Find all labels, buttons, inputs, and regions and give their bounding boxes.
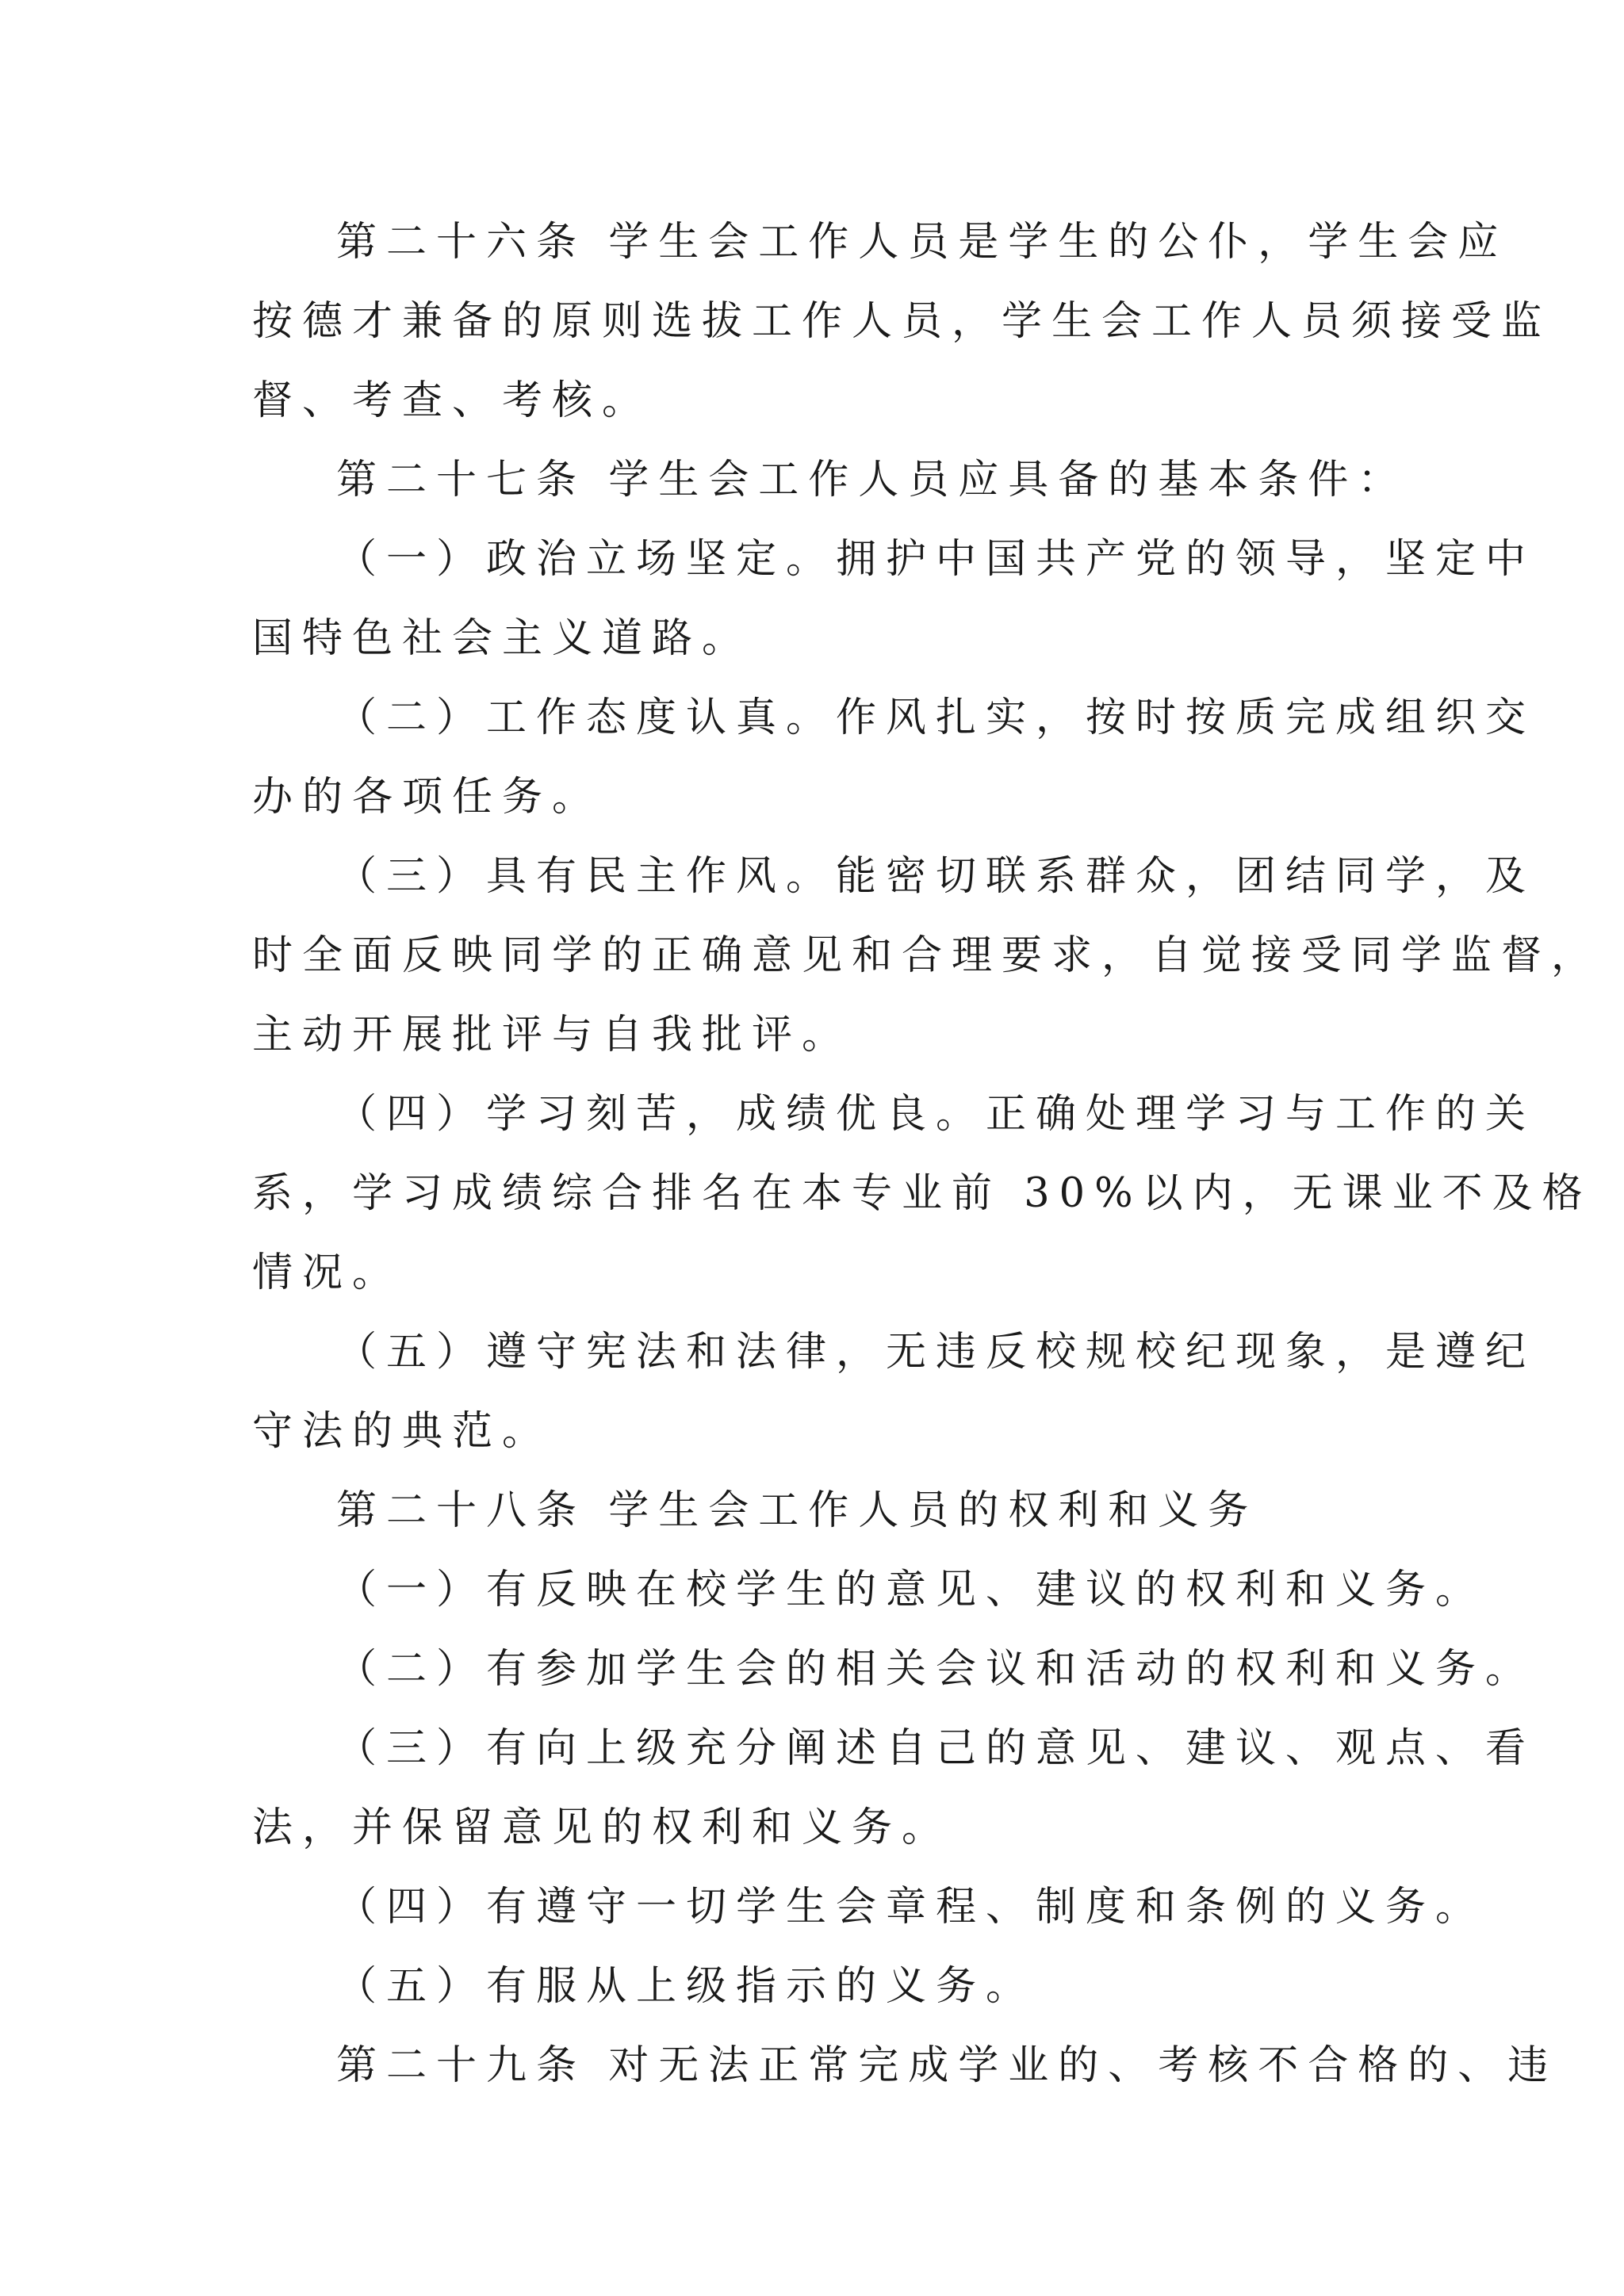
text-line: 办的各项任务。 bbox=[252, 774, 603, 821]
text-line: 国特色社会主义道路。 bbox=[252, 615, 753, 662]
text-line: 第二十七条 学生会工作人员应具备的基本条件： bbox=[336, 457, 1408, 503]
text-line: （三）具有民主作风。能密切联系群众，团结同学，及 bbox=[336, 853, 1536, 900]
text-line: （一）政治立场坚定。拥护中国共产党的领导，坚定中 bbox=[336, 536, 1536, 583]
text-line: （一）有反映在校学生的意见、建议的权利和义务。 bbox=[336, 1567, 1486, 1613]
text-line: 主动开展批评与自我批评。 bbox=[252, 1012, 852, 1058]
text-line: 时全面反映同学的正确意见和合理要求，自觉接受同学监督， bbox=[252, 932, 1602, 979]
text-line: 第二十九条 对无法正常完成学业的、考核不合格的、违 bbox=[336, 2042, 1558, 2089]
text-line: （四）学习刻苦，成绩优良。正确处理学习与工作的关 bbox=[336, 1091, 1536, 1138]
text-line: （三）有向上级充分阐述自己的意见、建议、观点、看 bbox=[336, 1725, 1536, 1772]
text-line: 督、考查、考核。 bbox=[252, 377, 653, 424]
text-line: 法，并保留意见的权利和义务。 bbox=[252, 1804, 952, 1851]
text-line: （五）遵守宪法和法律，无违反校规校纪现象，是遵纪 bbox=[336, 1329, 1536, 1376]
text-line: （五）有服从上级指示的义务。 bbox=[336, 1963, 1036, 2010]
text-line: （四）有遵守一切学生会章程、制度和条例的义务。 bbox=[336, 1884, 1486, 1931]
text-line: 系，学习成绩综合排名在本专业前 30%以内，无课业不及格 bbox=[252, 1170, 1592, 1217]
text-line: 第二十六条 学生会工作人员是学生的公仆，学生会应 bbox=[336, 219, 1508, 266]
text-line: 第二十八条 学生会工作人员的权利和义务 bbox=[336, 1487, 1258, 1534]
text-line: 按德才兼备的原则选拔工作人员，学生会工作人员须接受监 bbox=[252, 298, 1552, 345]
text-line: 守法的典范。 bbox=[252, 1408, 553, 1455]
text-line: （二）工作态度认真。作风扎实，按时按质完成组织交 bbox=[336, 695, 1536, 741]
text-line: 情况。 bbox=[252, 1249, 403, 1296]
text-line: （二）有参加学生会的相关会议和活动的权利和义务。 bbox=[336, 1646, 1536, 1693]
